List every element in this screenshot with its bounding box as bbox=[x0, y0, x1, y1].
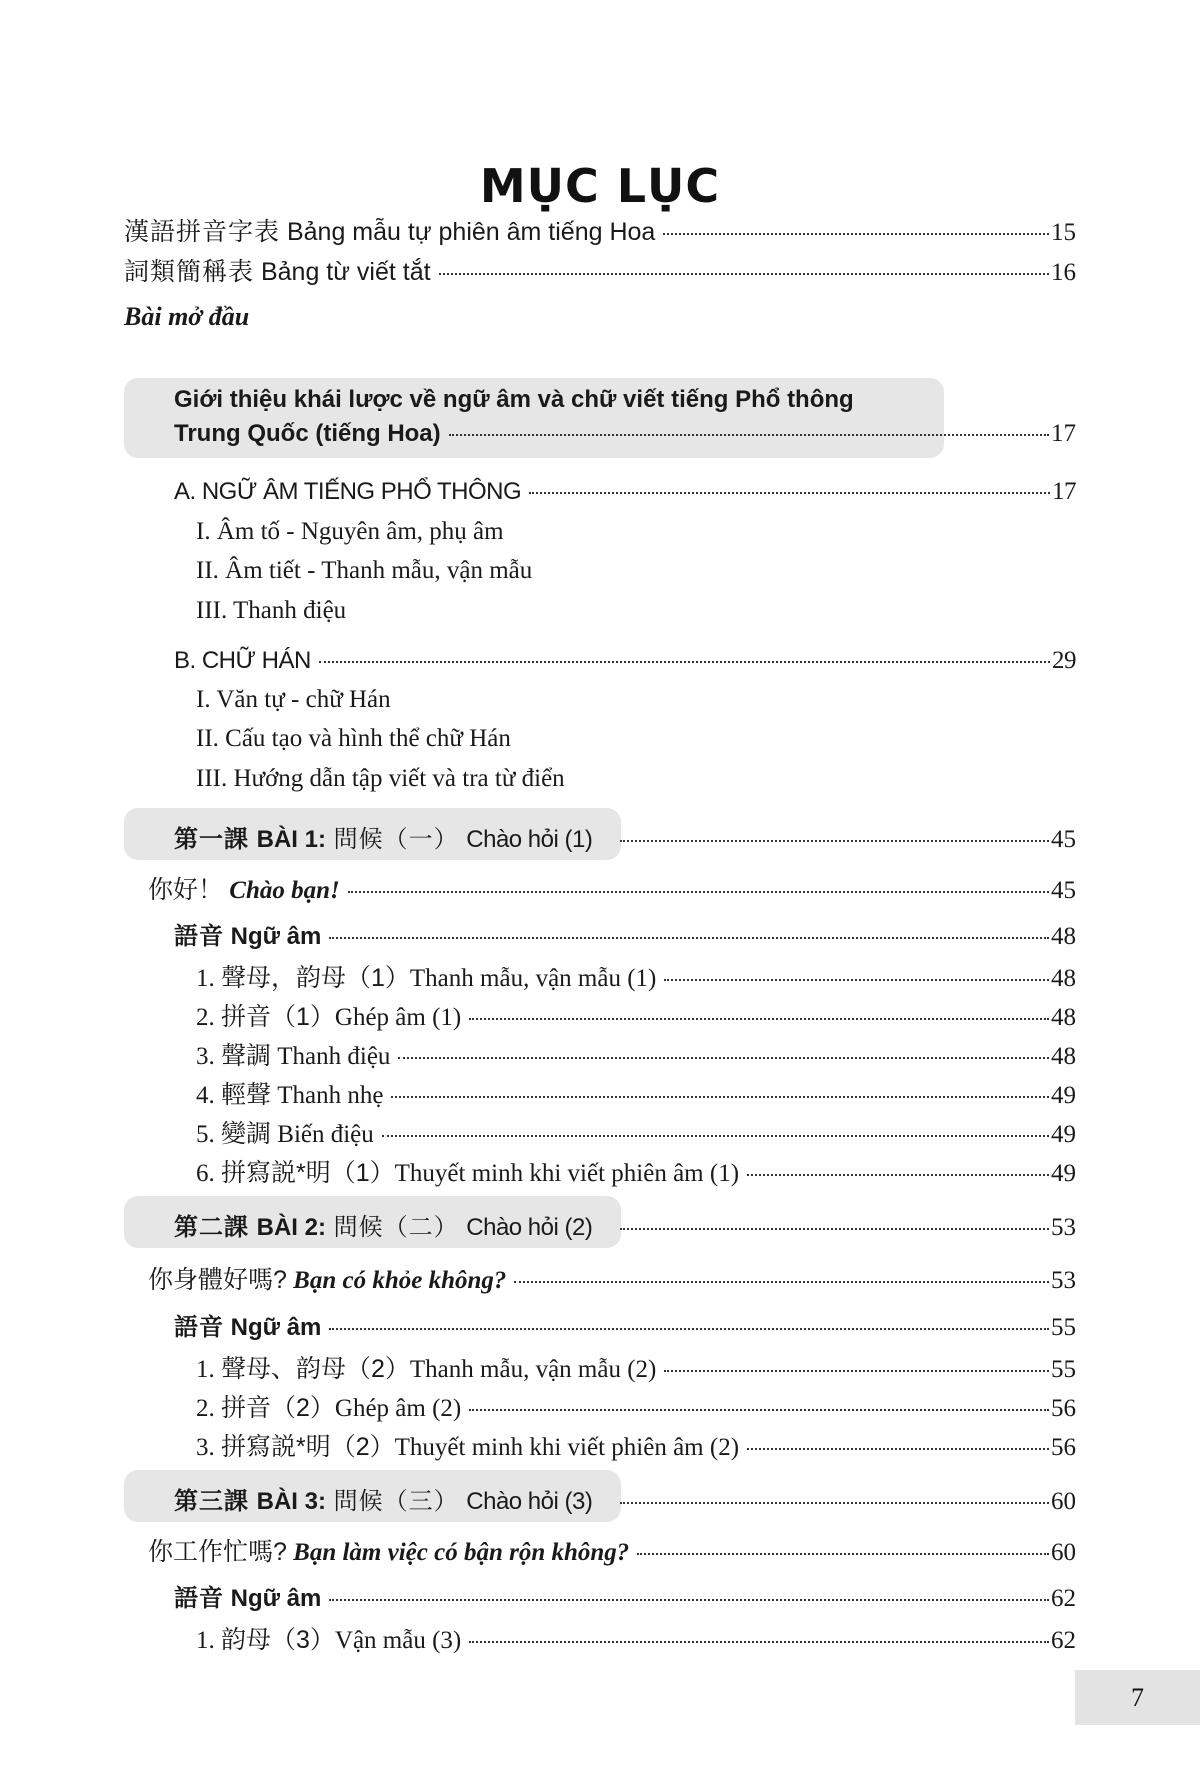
page-ref: 16 bbox=[1051, 259, 1076, 286]
page-ref: 55 bbox=[1051, 1356, 1076, 1383]
toc-entry-item[interactable] bbox=[0, 958, 1200, 998]
page-ref: 62 bbox=[1051, 1627, 1076, 1654]
dot-leader bbox=[747, 1448, 1049, 1450]
item-title: Thuyết minh khi viết phiên âm (1) bbox=[394, 1160, 740, 1187]
page-title: MỤC LỤC bbox=[479, 158, 721, 213]
toc-entry-phonetics-3[interactable] bbox=[0, 1578, 1200, 1618]
dot-leader bbox=[664, 1370, 1049, 1372]
page-ref: 49 bbox=[1051, 1082, 1076, 1109]
section-item-text: III. Thanh điệu bbox=[196, 597, 347, 624]
dot-leader bbox=[329, 1599, 1049, 1601]
phonetics-label: Ngữ âm bbox=[230, 1314, 322, 1341]
dot-leader bbox=[398, 1057, 1049, 1059]
dialog-title: Bạn có khỏe không? bbox=[293, 1267, 507, 1294]
lesson-topic: Chào hỏi (2) bbox=[466, 1214, 593, 1241]
lesson-label: BÀI 3: bbox=[256, 1488, 326, 1515]
dot-leader bbox=[664, 979, 1049, 981]
dot-leader bbox=[663, 233, 1049, 235]
lesson-label: BÀI 2: bbox=[256, 1214, 326, 1241]
page-ref: 60 bbox=[1051, 1539, 1076, 1566]
toc-entry-dialog-2[interactable] bbox=[0, 1260, 1200, 1300]
item-number: 1. bbox=[196, 1627, 215, 1654]
item-number: 5. bbox=[196, 1121, 215, 1148]
dot-leader bbox=[637, 1553, 1049, 1555]
dot-leader bbox=[382, 1135, 1049, 1137]
dot-leader bbox=[514, 1281, 1049, 1283]
dialog-title: Chào bạn! bbox=[229, 877, 340, 904]
item-number: 1. bbox=[196, 965, 215, 992]
toc-entry-item[interactable] bbox=[0, 1114, 1200, 1154]
dot-leader bbox=[439, 273, 1049, 275]
item-title: Biến điệu bbox=[277, 1121, 374, 1148]
toc-entry-dialog-3[interactable] bbox=[0, 1532, 1200, 1572]
page-ref: 17 bbox=[1051, 420, 1076, 447]
item-chinese: 拼音（1） bbox=[221, 1003, 335, 1031]
page-ref: 29 bbox=[1052, 647, 1076, 674]
item-chinese: 聲母，韵母（1） bbox=[221, 964, 410, 992]
toc-entry-item[interactable] bbox=[0, 1349, 1200, 1389]
page-number bbox=[1075, 1670, 1200, 1725]
dot-leader bbox=[449, 434, 1049, 436]
phonetics-label: Ngữ âm bbox=[230, 923, 322, 950]
entry-chinese: 漢語拼音字表 bbox=[124, 218, 281, 246]
toc-entry-pinyin-table[interactable] bbox=[0, 212, 1200, 252]
toc-entry-item[interactable] bbox=[0, 1620, 1200, 1660]
phonetics-label: Ngữ âm bbox=[230, 1585, 322, 1612]
page-ref: 56 bbox=[1051, 1434, 1076, 1461]
dialog-chinese: 你身體好嗎? bbox=[148, 1266, 287, 1294]
page-ref: 17 bbox=[1052, 478, 1076, 505]
toc-entry-phonetics-2[interactable] bbox=[0, 1307, 1200, 1347]
item-title: Thanh nhẹ bbox=[277, 1082, 384, 1109]
intro-title-line1: Giới thiệu khái lược về ngữ âm và chữ viết tiếng Phổ thông bbox=[174, 386, 854, 413]
section-item-text: I. Văn tự - chữ Hán bbox=[196, 686, 391, 713]
page-ref: 49 bbox=[1051, 1160, 1076, 1187]
page-ref: 48 bbox=[1051, 1004, 1076, 1031]
entry-chinese: 詞類簡稱表 bbox=[124, 258, 255, 286]
page-ref: 53 bbox=[1051, 1214, 1076, 1241]
item-chinese: 聲調 bbox=[221, 1042, 272, 1070]
item-title: Vận mẫu (3) bbox=[334, 1627, 462, 1654]
toc-entry-section-b[interactable] bbox=[0, 647, 1200, 687]
toc-entry-item[interactable] bbox=[0, 1388, 1200, 1428]
entry-title: Bảng từ viết tắt bbox=[260, 258, 431, 286]
phonetics-chinese: 語音 bbox=[174, 1314, 224, 1341]
item-chinese: 聲母、韵母（2） bbox=[221, 1355, 410, 1383]
item-number: 3. bbox=[196, 1434, 215, 1461]
item-number: 1. bbox=[196, 1356, 215, 1383]
lesson-topic-chinese: 問候（三） bbox=[333, 1488, 459, 1515]
toc-entry-lesson-2[interactable] bbox=[0, 1207, 1200, 1247]
page-ref: 48 bbox=[1051, 965, 1076, 992]
section-b-item[interactable] bbox=[0, 725, 1200, 765]
item-number: 4. bbox=[196, 1082, 215, 1109]
toc-entry-item[interactable] bbox=[0, 1075, 1200, 1115]
lesson-label: BÀI 1: bbox=[256, 826, 326, 853]
dot-leader bbox=[747, 1174, 1049, 1176]
item-chinese: 拼寫説*明（2） bbox=[221, 1433, 395, 1461]
item-number: 2. bbox=[196, 1395, 215, 1422]
section-b-item[interactable] bbox=[0, 686, 1200, 726]
item-number: 3. bbox=[196, 1043, 215, 1070]
section-a-item[interactable] bbox=[0, 518, 1200, 558]
item-title: Ghép âm (2) bbox=[334, 1395, 462, 1422]
toc-entry-lesson-3[interactable] bbox=[0, 1481, 1200, 1521]
dot-leader bbox=[329, 937, 1049, 939]
entry-title: Bảng mẫu tự phiên âm tiếng Hoa bbox=[286, 218, 656, 246]
item-chinese: 拼寫説*明（1） bbox=[221, 1159, 395, 1187]
page-ref: 48 bbox=[1051, 1043, 1076, 1070]
section-a-item[interactable] bbox=[0, 557, 1200, 597]
section-a-item[interactable] bbox=[0, 597, 1200, 637]
page-ref: 48 bbox=[1051, 923, 1076, 950]
section-item-text: II. Cấu tạo và hình thể chữ Hán bbox=[196, 725, 511, 752]
phonetics-chinese: 語音 bbox=[174, 923, 224, 950]
lesson-chinese-number: 第二課 bbox=[174, 1214, 249, 1241]
item-title: Thanh điệu bbox=[277, 1043, 391, 1070]
lesson-topic-chinese: 問候（二） bbox=[333, 1214, 459, 1241]
toc-entry-abbrev-table[interactable] bbox=[0, 252, 1200, 292]
lesson-topic: Chào hỏi (3) bbox=[466, 1488, 593, 1515]
page-ref: 55 bbox=[1051, 1314, 1076, 1341]
page-ref: 45 bbox=[1051, 877, 1076, 904]
dot-leader bbox=[469, 1641, 1049, 1643]
section-item-text: II. Âm tiết - Thanh mẫu, vận mẫu bbox=[196, 557, 533, 584]
section-item-text: I. Âm tố - Nguyên âm, phụ âm bbox=[196, 518, 504, 545]
section-item-text: III. Hướng dẫn tập viết và tra từ điển bbox=[196, 765, 565, 792]
dot-leader bbox=[620, 840, 1049, 842]
item-number: 6. bbox=[196, 1160, 215, 1187]
toc-entry-item[interactable] bbox=[0, 1153, 1200, 1193]
page-ref: 62 bbox=[1051, 1585, 1076, 1612]
toc-entry-lesson-1[interactable] bbox=[0, 819, 1200, 859]
item-chinese: 變調 bbox=[221, 1120, 272, 1148]
page-number-text: 7 bbox=[1131, 1682, 1144, 1712]
dot-leader bbox=[329, 1328, 1049, 1330]
intro-heading bbox=[0, 302, 1200, 342]
item-chinese: 拼音（2） bbox=[221, 1394, 335, 1422]
toc-entry-section-a[interactable] bbox=[0, 478, 1200, 518]
section-b-item[interactable] bbox=[0, 765, 1200, 805]
item-number: 2. bbox=[196, 1004, 215, 1031]
lesson-topic: Chào hỏi (1) bbox=[466, 826, 593, 853]
toc-entry-item[interactable] bbox=[0, 1036, 1200, 1076]
dot-leader bbox=[620, 1502, 1049, 1504]
item-chinese: 韵母（3） bbox=[221, 1626, 335, 1654]
lesson-chinese-number: 第一課 bbox=[174, 826, 249, 853]
dot-leader bbox=[469, 1409, 1049, 1411]
page-ref: 15 bbox=[1051, 219, 1076, 246]
dot-leader bbox=[391, 1096, 1049, 1098]
dialog-chinese: 你好！ bbox=[148, 876, 224, 904]
page-ref: 49 bbox=[1051, 1121, 1076, 1148]
dot-leader bbox=[620, 1228, 1049, 1230]
dot-leader bbox=[529, 492, 1050, 494]
lesson-chinese-number: 第三課 bbox=[174, 1488, 249, 1515]
toc-entry-phonetics-1[interactable] bbox=[0, 916, 1200, 956]
dialog-chinese: 你工作忙嗎? bbox=[148, 1538, 287, 1566]
toc-entry-dialog-1[interactable] bbox=[0, 870, 1200, 910]
intro-title-line2: Trung Quốc (tiếng Hoa) bbox=[174, 420, 441, 447]
lesson-topic-chinese: 問候（一） bbox=[333, 826, 459, 853]
item-title: Thanh mẫu, vận mẫu (1) bbox=[409, 965, 657, 992]
dot-leader bbox=[469, 1018, 1049, 1020]
toc-entry-item[interactable] bbox=[0, 1427, 1200, 1467]
phonetics-chinese: 語音 bbox=[174, 1585, 224, 1612]
section-b-label: B. CHỮ HÁN bbox=[174, 647, 311, 674]
item-title: Thuyết minh khi viết phiên âm (2) bbox=[394, 1434, 740, 1461]
page-ref: 60 bbox=[1051, 1488, 1076, 1515]
page-ref: 53 bbox=[1051, 1267, 1076, 1294]
item-chinese: 輕聲 bbox=[221, 1081, 272, 1109]
dialog-title: Bạn làm việc có bận rộn không? bbox=[293, 1539, 630, 1566]
item-title: Thanh mẫu, vận mẫu (2) bbox=[409, 1356, 657, 1383]
page-ref: 56 bbox=[1051, 1395, 1076, 1422]
toc-entry-intro[interactable] bbox=[0, 420, 1200, 460]
intro-heading-text: Bài mở đầu bbox=[124, 302, 250, 331]
page-ref: 45 bbox=[1051, 826, 1076, 853]
section-a-label: A. NGỮ ÂM TIẾNG PHỔ THÔNG bbox=[174, 478, 522, 505]
dot-leader bbox=[348, 891, 1049, 893]
dot-leader bbox=[319, 661, 1050, 663]
item-title: Ghép âm (1) bbox=[334, 1004, 462, 1031]
toc-entry-item[interactable] bbox=[0, 997, 1200, 1037]
